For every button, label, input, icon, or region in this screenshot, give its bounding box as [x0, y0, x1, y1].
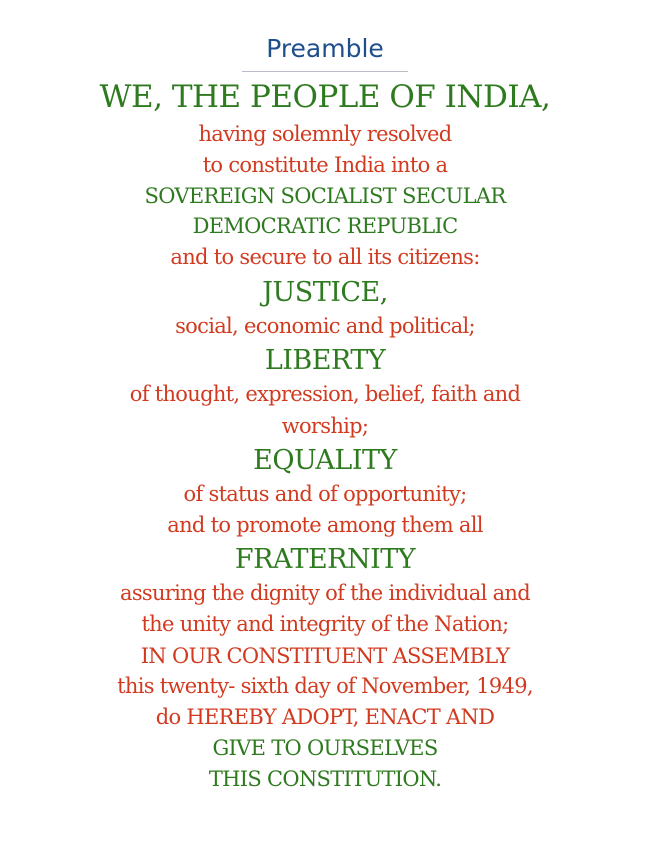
preamble-line-dignity: assuring the dignity of the individual and	[120, 581, 530, 605]
preamble-line-equality-detail: of status and of opportunity;	[183, 482, 467, 506]
preamble-line-resolved: having solemnly resolved	[198, 122, 452, 146]
preamble-line-date: this twenty- sixth day of November, 1949,	[117, 674, 533, 698]
preamble-line-secure: and to secure to all its citizens:	[170, 245, 480, 269]
preamble-line-constitution: THIS CONSTITUTION.	[208, 767, 442, 791]
preamble-line-give: GIVE TO OURSELVES	[212, 736, 438, 760]
preamble-line-constitute: to constitute India into a	[202, 153, 448, 177]
preamble-heading-equality: EQUALITY	[253, 445, 397, 476]
preamble-line-adopt: do HEREBY ADOPT, ENACT AND	[155, 705, 495, 729]
preamble-heading-liberty: LIBERTY	[264, 345, 386, 376]
preamble-line-unity: the unity and integrity of the Nation;	[141, 612, 509, 636]
preamble-line-liberty-detail: of thought, expression, belief, faith and	[129, 382, 521, 406]
preamble-line-people: WE, THE PEOPLE OF INDIA,	[99, 79, 551, 115]
preamble-line-worship: worship;	[281, 414, 369, 438]
preamble-line-justice-detail: social, economic and political;	[175, 314, 475, 338]
preamble-line-republic: DEMOCRATIC REPUBLIC	[192, 214, 458, 238]
preamble-title: Preamble	[266, 34, 384, 63]
preamble-line-promote: and to promote among them all	[167, 513, 483, 537]
preamble-line-assembly: IN OUR CONSTITUENT ASSEMBLY	[140, 644, 510, 668]
preamble-heading-justice: JUSTICE,	[262, 277, 388, 308]
title-underline	[242, 71, 408, 72]
preamble-heading-fraternity: FRATERNITY	[234, 544, 416, 575]
preamble-line-sovereign: SOVEREIGN SOCIALIST SECULAR	[144, 184, 506, 208]
